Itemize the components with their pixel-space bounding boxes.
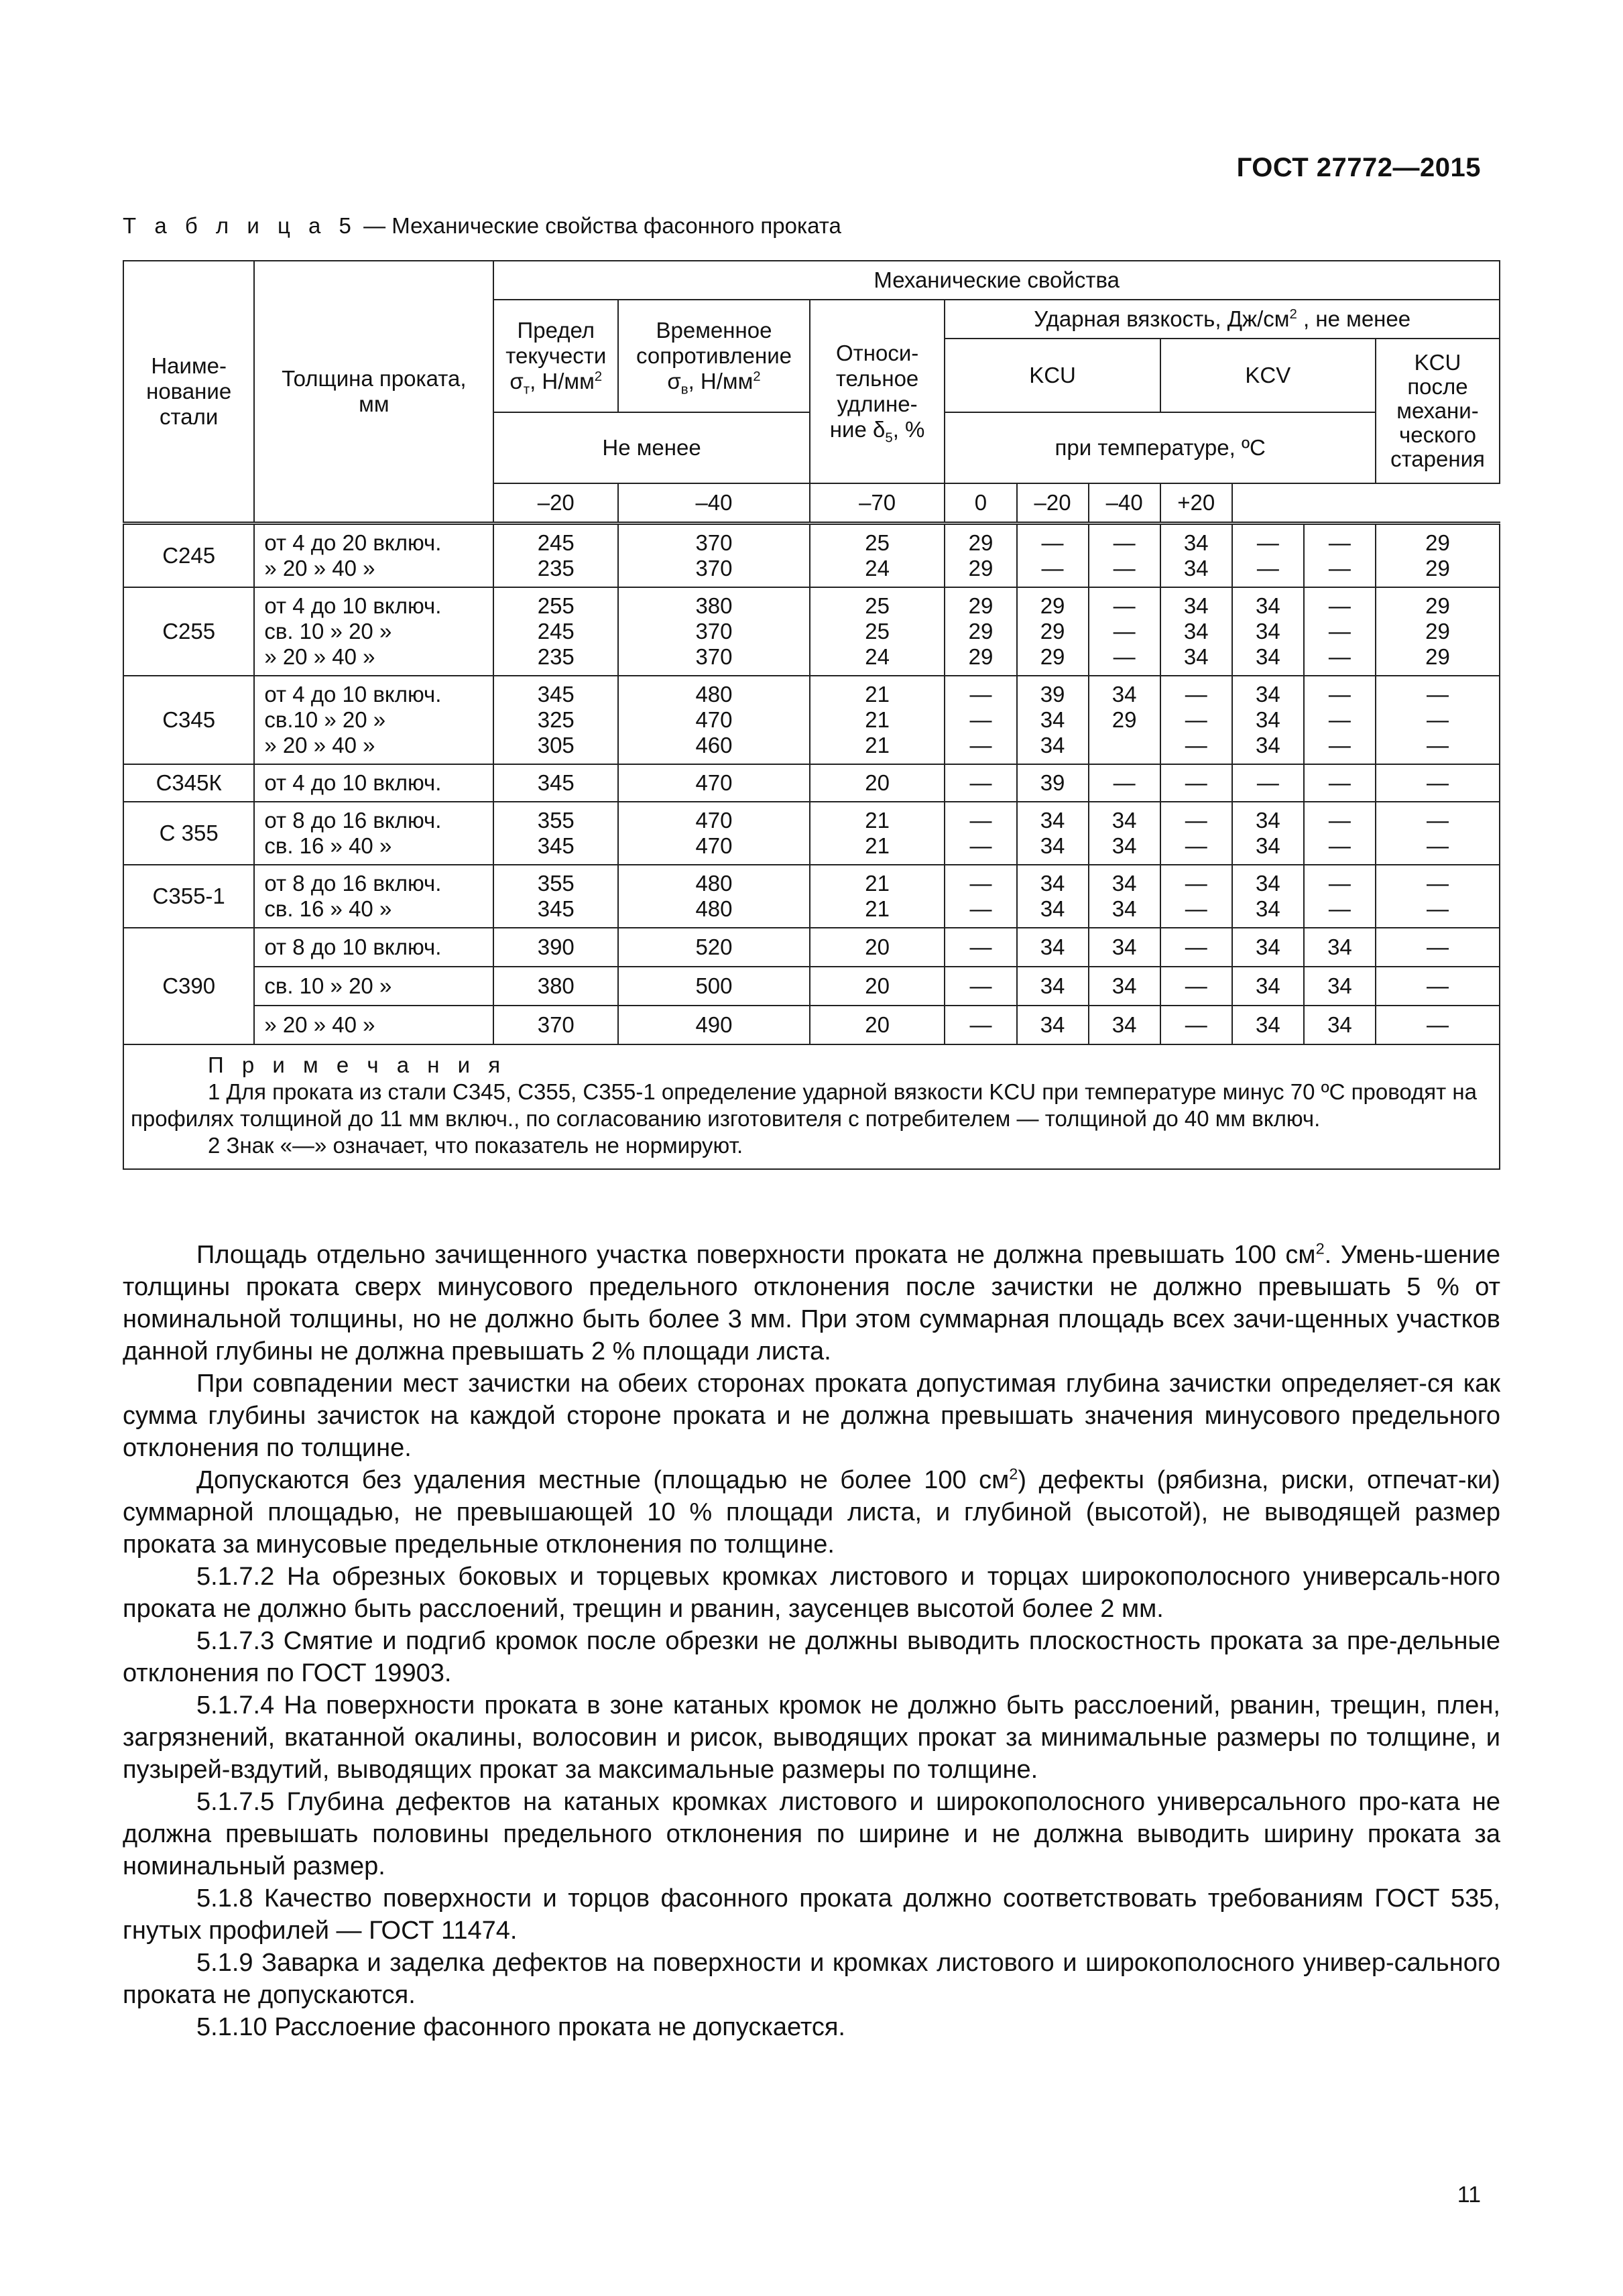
table-cell: 345 325 305 [493, 676, 618, 764]
paragraph: Допускаются без удаления местные (площадью не более 100 $см^2$) дефекты (рябизна, риски, отпечат-ки) суммарной площадью, не превышающей 10 % площади листа, и глубиной (высотой), не выводящей размер проката за минусовые предельные отклонения по толщине. [123, 1465, 1500, 1559]
header-thickness: Толщина проката, мм [254, 261, 493, 524]
table-cell: 390 [493, 928, 618, 967]
thickness-cell: от 4 до 10 включ. св.10 » 20 » » 20 » 40 » [254, 676, 493, 764]
table-cell: — [1160, 1006, 1232, 1044]
paragraph: 5.1.10 Расслоение фасонного проката не допускается. [196, 2013, 845, 2041]
table-cell: 470 470 [618, 802, 810, 865]
table-cell: — [1376, 764, 1500, 802]
steel-grade-cell: С 355 [123, 802, 254, 865]
steel-grade-cell: С345 [123, 676, 254, 764]
table-cell: — — — [945, 676, 1016, 764]
table-cell: 380 [493, 967, 618, 1006]
table-cell: — [945, 1006, 1016, 1044]
table-cell: 380 370 370 [618, 587, 810, 676]
table-cell: 34 34 [1232, 865, 1304, 928]
note-2: 2 Знак «—» означает, что показатель не нормируют. [208, 1133, 743, 1158]
table-cell: 34 34 [1232, 802, 1304, 865]
table-cell: 20 [810, 928, 945, 967]
page-number: 11 [1457, 2182, 1481, 2208]
paragraph: 5.1.7.5 Глубина дефектов на катаных кромках листового и широкополосного универсального про-ката не должна превышать половины предельного отклонения по ширине и не должна выводить ширину проката за номинальный размер. [123, 1788, 1500, 1880]
table-cell: 29 29 [945, 524, 1016, 588]
table-cell: 34 34 [1017, 802, 1089, 865]
table-cell: 20 [810, 764, 945, 802]
notes-title: П р и м е ч а н и я [208, 1052, 507, 1077]
table-cell: 21 21 21 [810, 676, 945, 764]
table-cell: 29 29 29 [1376, 587, 1500, 676]
table-caption-title: — Механические свойства фасонного проката [363, 213, 841, 238]
thickness-cell: от 4 до 10 включ. св. 10 » 20 » » 20 » 40 » [254, 587, 493, 676]
table-cell: 34 [1232, 967, 1304, 1006]
table-cell: 34 34 [1089, 865, 1160, 928]
table-cell: — [945, 967, 1016, 1006]
thickness-cell: » 20 » 40 » [254, 1006, 493, 1044]
table-cell: 34 34 34 [1232, 587, 1304, 676]
table-row [123, 676, 1500, 764]
table-cell: 34 [1304, 1006, 1376, 1044]
table-cell: 29 29 29 [945, 587, 1016, 676]
table-cell: 355 345 [493, 865, 618, 928]
table-cell: 39 34 34 [1017, 676, 1089, 764]
table-cell: — — — [1304, 587, 1376, 676]
header-steel-name: Наиме- нование стали [123, 261, 254, 524]
table-cell: 490 [618, 1006, 810, 1044]
table-cell: 39 [1017, 764, 1089, 802]
table-cell: 29 29 [1376, 524, 1500, 588]
table-row [123, 587, 1500, 676]
table-cell: — — [1160, 865, 1232, 928]
table-cell: 34 [1304, 967, 1376, 1006]
table-cell: — [1160, 928, 1232, 967]
paragraph: 5.1.7.2 На обрезных боковых и торцевых кромках листового и торцах широкополосного универсаль-ного проката не должно быть расслоений, трещин и рванин, заусенцев высотой более 2 мм. [123, 1563, 1500, 1623]
table-cell: — [1089, 764, 1160, 802]
table-cell: — — [1304, 524, 1376, 588]
table-cell: 470 [618, 764, 810, 802]
thickness-cell: от 8 до 16 включ. св. 16 » 40 » [254, 802, 493, 865]
header-temp: –20 [493, 483, 618, 524]
table-cell: 34 [1017, 1006, 1089, 1044]
paragraph: 5.1.7.3 Смятие и подгиб кромок после обрезки не должны выводить плоскостность проката за пре-дельные отклонения по ГОСТ 19903. [123, 1627, 1500, 1687]
header-temp: –40 [1089, 483, 1160, 524]
header-temp: –70 [810, 483, 945, 524]
steel-grade-cell: С355-1 [123, 865, 254, 928]
body-text [123, 1239, 1500, 2043]
header-kcu: KCU [945, 339, 1160, 412]
header-temp: +20 [1160, 483, 1232, 524]
table-row [123, 865, 1500, 928]
table-cell: — — — [1376, 676, 1500, 764]
steel-grade-cell: С245 [123, 524, 254, 588]
header-not-less: Не менее [493, 412, 809, 483]
thickness-cell: от 8 до 10 включ. [254, 928, 493, 967]
header-temp: –40 [618, 483, 810, 524]
table-cell: — — — [1304, 676, 1376, 764]
thickness-cell: от 8 до 16 включ. св. 16 » 40 » [254, 865, 493, 928]
table-cell: — — [1304, 865, 1376, 928]
header-kcu-aged: KCU после механи- ческого старения [1376, 339, 1500, 483]
table-cell: 34 34 34 [1160, 587, 1232, 676]
standard-number: ГОСТ 27772—2015 [1236, 153, 1481, 182]
table-notes [123, 1044, 1500, 1169]
table-cell: — [1160, 764, 1232, 802]
table-cell: 255 245 235 [493, 587, 618, 676]
table-cell: — — [1160, 802, 1232, 865]
table-cell: 370 [493, 1006, 618, 1044]
table-cell: — — — [1160, 676, 1232, 764]
table-cell: — — [1376, 802, 1500, 865]
table-cell: 34 [1089, 928, 1160, 967]
table-cell: — — [1017, 524, 1089, 588]
steel-grade-cell: С345К [123, 764, 254, 802]
mechanical-properties-table [123, 260, 1500, 1170]
table-cell: 500 [618, 967, 810, 1006]
steel-grade-cell: С390 [123, 928, 254, 1044]
table-notes-row [123, 1044, 1500, 1169]
table-cell: 34 [1232, 1006, 1304, 1044]
table-cell: 34 [1232, 928, 1304, 967]
table-cell: — — [1376, 865, 1500, 928]
table-row [123, 967, 1500, 1006]
header-kcv: KCV [1160, 339, 1376, 412]
table-cell: 34 [1017, 967, 1089, 1006]
table-row [123, 524, 1500, 588]
table-cell: — [1376, 1006, 1500, 1044]
table-cell: 34 [1089, 967, 1160, 1006]
table-row [123, 764, 1500, 802]
table-cell: — — [945, 802, 1016, 865]
table-cell: — — [1304, 802, 1376, 865]
table-cell: 520 [618, 928, 810, 967]
table-cell: 245 235 [493, 524, 618, 588]
table-cell: 34 [1089, 1006, 1160, 1044]
table-cell: 480 480 [618, 865, 810, 928]
table-cell: 25 24 [810, 524, 945, 588]
table-cell: 25 25 24 [810, 587, 945, 676]
paragraph: При совпадении мест зачистки на обеих сторонах проката допустимая глубина зачистки определяет-ся как сумма глубины зачисток на каждой стороне проката и не должна превышать значения минусового предельного отклонения по толщине. [123, 1370, 1500, 1462]
table-cell: 21 21 [810, 865, 945, 928]
table-cell: — [945, 764, 1016, 802]
header-impact-strength: Ударная вязкость, $Дж/см^2$ , не менее [945, 300, 1500, 339]
paragraph: 5.1.7.4 На поверхности проката в зоне катаных кромок не должно быть расслоений, рванин, трещин, плен, загрязнений, вкатанной окалины, волосовин и рисок, выводящих прокат за минимальные размеры по толщине, и пузырей-вздутий, выводящих прокат за максимальные размеры по толщине. [123, 1691, 1500, 1784]
note-1: 1 Для проката из стали С345, С355, С355-1 определение ударной вязкости KCU при температуре минус 70 ºС проводят на профилях толщиной до 11 мм включ., по согласованию изготовителя с потребителем — толщиной до 40 мм включ. [131, 1079, 1477, 1131]
table-cell: 21 21 [810, 802, 945, 865]
table-cell: 355 345 [493, 802, 618, 865]
table-cell: — [945, 928, 1016, 967]
thickness-cell: от 4 до 20 включ. » 20 » 40 » [254, 524, 493, 588]
table-cell: 370 370 [618, 524, 810, 588]
table-cell: — [1376, 967, 1500, 1006]
table-row [123, 1006, 1500, 1044]
table-cell: 34 34 [1017, 865, 1089, 928]
table-row [123, 802, 1500, 865]
header-temp: 0 [945, 483, 1016, 524]
header-temp: –20 [1017, 483, 1089, 524]
table-cell: 20 [810, 967, 945, 1006]
table-cell: — [1160, 967, 1232, 1006]
header-elongation: Относи- тельное удлине- ние $\delta_5$, % [810, 300, 945, 483]
table-cell: — — [1232, 524, 1304, 588]
table-cell: 34 34 34 [1232, 676, 1304, 764]
table-cell: 29 29 29 [1017, 587, 1089, 676]
table-cell: 20 [810, 1006, 945, 1044]
table-cell: 34 34 [1089, 802, 1160, 865]
paragraph: 5.1.9 Заварка и заделка дефектов на поверхности и кромках листового и широкополосного универ-сального проката не допускаются. [123, 1949, 1500, 2009]
paragraph: 5.1.8 Качество поверхности и торцов фасонного проката должно соответствовать требованиям ГОСТ 535, гнутых профилей — ГОСТ 11474. [123, 1884, 1500, 1945]
header-at-temperature: при температуре, ºС [945, 412, 1376, 483]
header-mechanical-properties: Механические свойства [493, 261, 1500, 300]
table-row [123, 928, 1500, 967]
table-cell: — — [945, 865, 1016, 928]
table-cell: — [1376, 928, 1500, 967]
table-cell: 34 34 [1160, 524, 1232, 588]
header-tensile-strength: Временное сопротивление $\sigma_в$, $Н/мм^2$ [618, 300, 810, 412]
thickness-cell: от 4 до 10 включ. [254, 764, 493, 802]
table-caption [123, 213, 841, 239]
table-cell: 345 [493, 764, 618, 802]
table-cell: 34 [1304, 928, 1376, 967]
thickness-cell: св. 10 » 20 » [254, 967, 493, 1006]
header-yield-strength: Предел текучести $\sigma_т$, $Н/мм^2$ [493, 300, 618, 412]
paragraph: Площадь отдельно зачищенного участка поверхности проката не должна превышать 100 $см^2$. Умень-шение толщины проката сверх минусового предельного отклонения после зачистки не должно превышать 5 % от номинальной толщины, но не должно быть более 3 мм. При этом суммарная площадь всех зачи-щенных участков данной глубины не должна превышать 2 % площади листа. [123, 1240, 1500, 1366]
table-cell: — — — [1089, 587, 1160, 676]
table-cell: 34 29 [1089, 676, 1160, 764]
table-caption-label: Т а б л и ц а 5 [123, 213, 357, 238]
table-cell: 480 470 460 [618, 676, 810, 764]
steel-grade-cell: С255 [123, 587, 254, 676]
table-cell: 34 [1017, 928, 1089, 967]
table-cell: — [1304, 764, 1376, 802]
table-cell: — [1232, 764, 1304, 802]
table-cell: — — [1089, 524, 1160, 588]
